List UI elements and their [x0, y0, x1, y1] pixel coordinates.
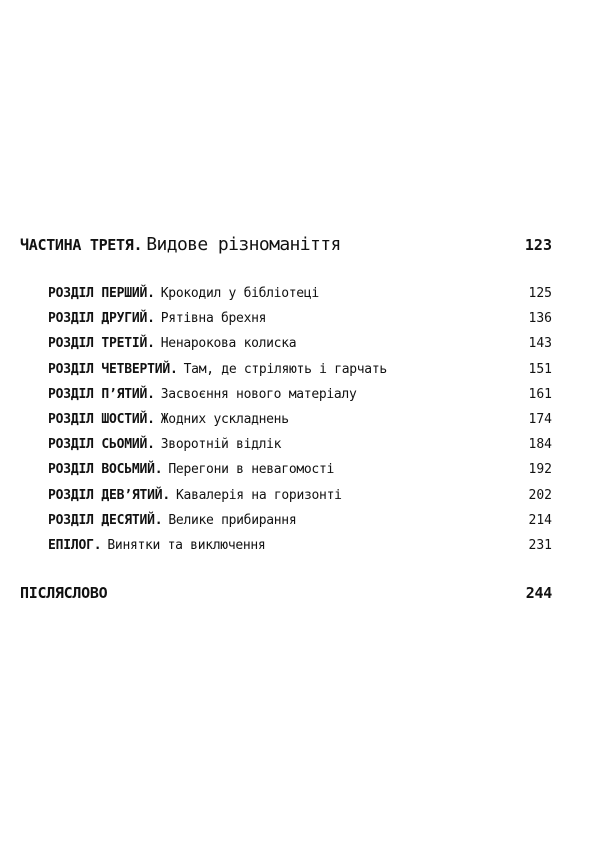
chapter-page-number: 202	[528, 487, 552, 503]
chapter-title: Перегони в невагомості	[168, 462, 334, 478]
chapter-entry	[48, 412, 552, 437]
chapter-title: Ненарокова колиска	[160, 336, 297, 352]
chapter-list	[48, 286, 552, 563]
chapter-label: РОЗДІЛ ТРЕТІЙ.	[48, 336, 155, 352]
chapter-label: РОЗДІЛ ДЕВ’ЯТИЙ.	[48, 487, 171, 503]
chapter-entry	[48, 311, 552, 336]
epilogue-title: Винятки та виключення	[107, 537, 266, 553]
chapter-title: Велике прибирання	[168, 512, 297, 528]
part-page-number: 123	[524, 236, 552, 254]
chapter-page-number: 174	[528, 411, 552, 427]
chapter-title: Кавалерія на горизонті	[176, 487, 342, 503]
chapter-page-number: 136	[528, 311, 552, 327]
chapter-title: Засвоєння нового матеріалу	[160, 386, 357, 402]
chapter-entry	[48, 387, 552, 412]
chapter-label: РОЗДІЛ ЧЕТВЕРТИЙ.	[48, 361, 178, 377]
afterword-entry	[20, 584, 552, 602]
part-title: Видове різноманіття	[146, 234, 341, 255]
chapter-page-number: 214	[528, 512, 552, 528]
chapter-title: Рятівна брехня	[160, 311, 267, 327]
chapter-label: РОЗДІЛ ПЕРШИЙ.	[48, 286, 155, 301]
chapter-entry	[48, 437, 552, 462]
chapter-page-number: 192	[528, 462, 552, 478]
chapter-label: РОЗДІЛ ДЕСЯТИЙ.	[48, 512, 163, 528]
chapter-title: Жодних ускладнень	[160, 411, 289, 427]
chapter-entry	[48, 336, 552, 361]
chapter-entry	[48, 362, 552, 387]
chapter-title: Там, де стріляють і гарчать	[183, 361, 387, 377]
chapter-entry	[48, 513, 552, 538]
chapter-label: РОЗДІЛ СЬОМИЙ.	[48, 437, 155, 453]
epilogue-label: ЕПІЛОГ.	[48, 537, 102, 553]
chapter-label: РОЗДІЛ ДРУГИЙ.	[48, 311, 155, 327]
epilogue-entry	[48, 538, 552, 563]
part-label: ЧАСТИНА ТРЕТЯ.	[20, 236, 143, 254]
chapter-label: РОЗДІЛ ВОСЬМИЙ.	[48, 462, 163, 478]
afterword-page-number: 244	[525, 584, 552, 602]
chapter-label: РОЗДІЛ П’ЯТИЙ.	[48, 386, 155, 402]
chapter-entry	[48, 462, 552, 487]
chapter-page-number: 125	[528, 286, 552, 301]
chapter-page-number: 143	[528, 336, 552, 352]
chapter-page-number: 161	[528, 386, 552, 402]
chapter-page-number: 151	[528, 361, 552, 377]
chapter-label: РОЗДІЛ ШОСТИЙ.	[48, 411, 155, 427]
afterword-label: ПІСЛЯСЛОВО	[20, 584, 108, 602]
part-entry	[20, 234, 552, 260]
chapter-title: Крокодил у бібліотеці	[160, 286, 319, 301]
chapter-entry	[48, 488, 552, 513]
chapter-page-number: 184	[528, 437, 552, 453]
chapter-entry	[48, 286, 552, 311]
part-heading	[20, 234, 341, 255]
chapter-title: Зворотній відлік	[160, 437, 282, 453]
epilogue-page-number: 231	[528, 537, 552, 553]
